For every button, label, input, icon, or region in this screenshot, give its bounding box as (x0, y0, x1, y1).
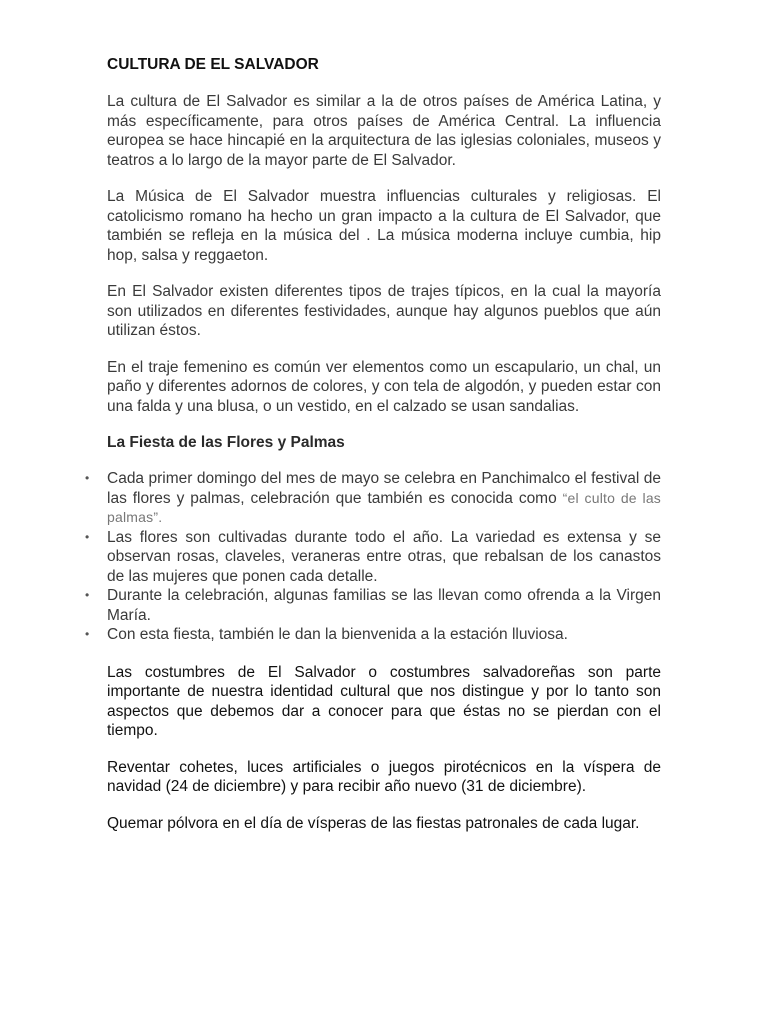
document-title: CULTURA DE EL SALVADOR (107, 56, 319, 73)
document-page (85, 55, 661, 850)
paragraph-fireworks: Reventar cohetes, luces artificiales o juegos pirotécnicos en la víspera de navidad (24 de diciembre) y para recibir año nuevo (31 de diciembre). (107, 758, 661, 795)
list-item (85, 528, 661, 587)
paragraph-gunpowder: Quemar pólvora en el día de vísperas de las fiestas patronales de cada lugar. (107, 814, 640, 832)
list-item-text: Durante la celebración, algunas familias se las llevan como ofrenda a la Virgen María. (107, 587, 661, 624)
bullet-marker: • (85, 471, 90, 485)
bullet-marker: • (85, 529, 90, 544)
list-item-text: Las flores son cultivadas durante todo el año. La variedad es extensa y se observan rosas, claveles, veraneras entre otras, que rebalsan de los canastos de las mujeres que ponen cada detalle. (107, 528, 661, 585)
bullet-marker: • (85, 627, 90, 641)
list-item (85, 625, 661, 645)
paragraph-music: La Música de El Salvador muestra influencias culturales y religiosas. El catolicismo romano ha hecho un gran impacto a la cultura de El Salvador, que también se refleja en la música del . La música moderna incluye cumbia, hip hop, salsa y reggaeton. (107, 188, 661, 264)
paragraph-costumes: En El Salvador existen diferentes tipos de trajes típicos, en la cual la mayoría son utilizados en diferentes festividades, aunque hay algunos pueblos que aún utilizan éstos. (107, 283, 661, 339)
list-item-text: Con esta fiesta, también le dan la bienvenida a la estación lluviosa. (107, 626, 568, 643)
list-item-text: Cada primer domingo del mes de mayo se celebra en Panchimalco el festival de las flores y palmas, celebración que también es conocida como (107, 470, 661, 507)
bullet-marker: • (85, 588, 90, 602)
section-title: La Fiesta de las Flores y Palmas (107, 434, 345, 451)
paragraph-female-costume: En el traje femenino es común ver elementos como un escapulario, un chal, un paño y diferentes adornos de colores, y con tela de algodón, y pueden estar con una falda y una blusa, o un vestido, en el calzado se usan sandalias. (107, 358, 661, 415)
list-item (85, 586, 661, 625)
list-item-quote: “el culto de las palmas”. (107, 489, 661, 525)
list-item (85, 469, 661, 528)
paragraph-customs: Las costumbres de El Salvador o costumbres salvadoreñas son parte importante de nuestra identidad cultural que nos distingue y por lo tanto son aspectos que debemos dar a conocer para que éstas no se pierdan con el tiempo. (107, 663, 661, 739)
paragraph-culture-intro: La cultura de El Salvador es similar a la de otros países de América Latina, y más específicamente, para otros países de América Central. La influencia europea se hace hincapié en la arquitectura de las iglesias coloniales, museos y teatros a lo largo de la mayor parte de El Salvador. (107, 93, 661, 169)
festival-bullet-list (85, 469, 661, 645)
